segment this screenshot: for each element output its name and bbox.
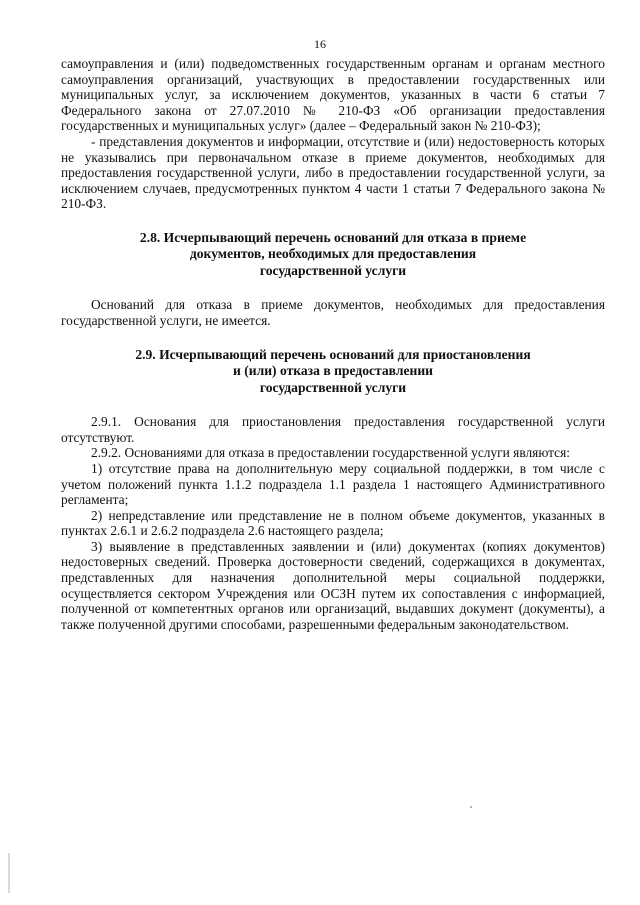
scan-speck [470, 806, 472, 808]
scan-edge-shadow [8, 853, 10, 893]
section-2-9-heading-line: 2.9. Исчерпывающий перечень оснований для приостановления [135, 346, 531, 362]
intro-paragraph-continuation: самоуправления и (или) подведомственных государственным органам и органам местного самоуправления организаций, участвующих в предоставлении государственных или муниципальных услуг, за исключением документов, указанных в части 6 статьи 7 Федерального закона от 27.07.2010 № 210-ФЗ «Об организации предоставления государственных и муниципальных услуг» (далее – Федеральный закон № 210-ФЗ); [61, 56, 605, 134]
paragraph-2-9-2: 2.9.2. Основаниями для отказа в предоставлении государственной услуги являются: [91, 445, 570, 461]
section-2-8-heading-line: документов, необходимых для предоставления [189, 246, 477, 262]
section-2-8-heading [61, 230, 605, 280]
section-2-9-heading-line: государственной услуги [259, 379, 407, 395]
section-2-8-heading-line: 2.8. Исчерпывающий перечень оснований для отказа в приеме [139, 229, 527, 245]
paragraph-2-9-1: 2.9.1. Основания для приостановления предоставления государственной услуги отсутствуют. [61, 414, 605, 445]
section-2-8-heading-line: государственной услуги [259, 262, 407, 278]
section-2-9-heading-line: и (или) отказа в предоставлении [232, 363, 433, 379]
document-body [61, 56, 605, 632]
page-number: 16 [314, 37, 326, 51]
intro-paragraph-list-item: - представления документов и информации, отсутствие и (или) недостоверность которых не указывались при первоначальном отказе в приеме документов, необходимых для предоставления государственной услуги, либо в предоставлении государственной услуги, за исключением случаев, предусмотренных пунктом 4 части 1 статьи 7 Федерального закона № 210-ФЗ. [61, 133, 605, 212]
refusal-ground-3: 3) выявление в представленных заявлении и (или) документах (копиях документов) недостоверных сведений. Проверка достоверности сведений, содержащихся в документах, представленных для назначения дополнительной меры социальной поддержки, осуществляется сектором Учреждения или ОСЗН путем их сопоставления с информацией, полученной от компетентных органов или организаций, выдавших документ (документы), а также полученной другими способами, разрешенными федеральным законодательством. [61, 538, 605, 632]
refusal-ground-2: 2) непредставление или представление не в полном объеме документов, указанных в пунктах 2.6.1 и 2.6.2 подраздела 2.6 настоящего раздела; [61, 507, 605, 539]
refusal-ground-1: 1) отсутствие права на дополнительную меру социальной поддержки, в том числе с учетом положений пункта 1.1.2 подраздела 1.1 раздела 1 настоящего Административного регламента; [61, 460, 605, 508]
section-2-9-heading [61, 347, 605, 397]
section-2-8-body: Оснований для отказа в приеме документов, необходимых для предоставления государственной услуги, не имеется. [61, 297, 605, 329]
